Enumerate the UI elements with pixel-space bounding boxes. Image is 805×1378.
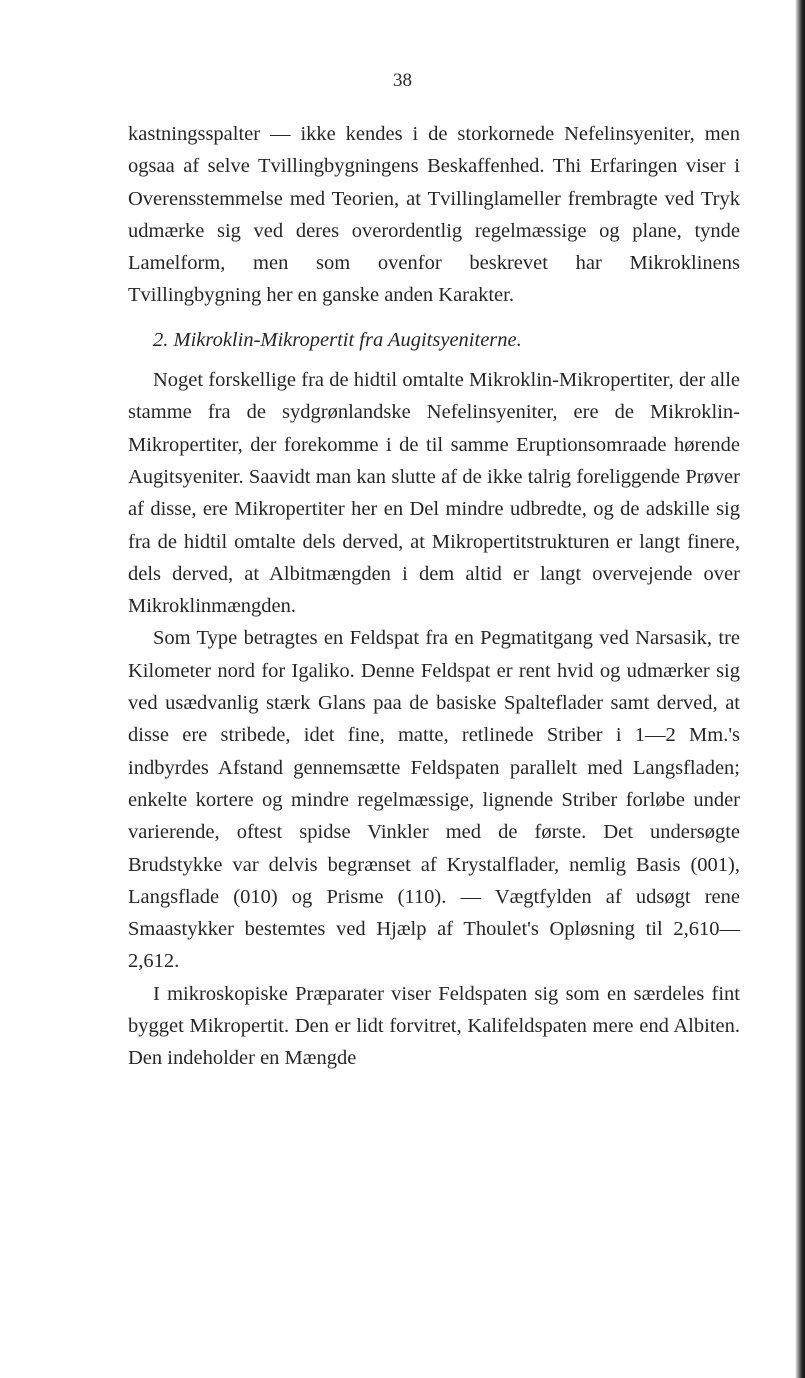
section-heading: 2. Mikroklin-Mikropertit fra Augitsyeniterne. bbox=[153, 328, 522, 351]
paragraph-intro: Noget forskellige fra de hidtil omtalte Mikroklin-Mikropertiter, der alle stamme fra de sydgrønlandske Nefelinsyeniter, ere de Mikroklin-Mikropertiter, der forekomme i de til samme Eruptionsomraade hørende Augitsyeniter. Saavidt man kan slutte af de ikke talrig foreliggende Prøver af disse, ere Mikropertiter her en Del mindre udbredte, og de adskille sig fra de hidtil omtalte dels derved, at Mikropertitstrukturen er langt finere, dels derved, at Albitmængden i dem altid er langt overvejende over Mikroklinmængden. bbox=[128, 369, 740, 618]
binding-edge bbox=[795, 0, 805, 1378]
body-text bbox=[128, 118, 740, 1075]
paragraph-microscopy: I mikroskopiske Præparater viser Feldspaten sig som en særdeles fint bygget Mikropertit. Den er lidt forvitret, Kalifeldspaten mere end Albiten. Den indeholder en Mængde bbox=[128, 982, 740, 1070]
paragraph-type-description: Som Type betragtes en Feldspat fra en Pegmatitgang ved Narsasik, tre Kilometer nord for Igaliko. Denne Feldspat er rent hvid og udmærker sig ved usædvanlig stærk Glans paa de basiske Spalteflader samt derved, at disse ere stribede, idet fine, matte, retlinede Striber i 1—2 Mm.'s indbyrdes Afstand gennemsætte Feldspaten parallelt med Langsfladen; enkelte kortere og mindre regelmæssige, lignende Striber forløbe under varierende, oftest spidse Vinkler med de første. Det undersøgte Brudstykke var delvis begrænset af Krystalflader, nemlig Basis (001), Langsflade (010) og Prisme (110). — Vægtfylden af udsøgt rene Smaastykker bestemtes ved Hjælp af Thoulet's Opløsning til 2,610—2,612. bbox=[128, 627, 740, 973]
page-number: 38 bbox=[393, 70, 412, 91]
paragraph-continuation: kastningsspalter — ikke kendes i de storkornede Nefelinsyeniter, men ogsaa af selve Tvillingbygningens Beskaffenhed. Thi Erfaringen viser i Overensstemmelse med Teorien, at Tvillinglameller frembragte ved Tryk udmærke sig ved deres overordentlig regelmæssige og plane, tynde Lamelform, men som ovenfor beskrevet har Mikroklinens Tvillingbygning her en ganske anden Karakter. bbox=[128, 123, 740, 307]
